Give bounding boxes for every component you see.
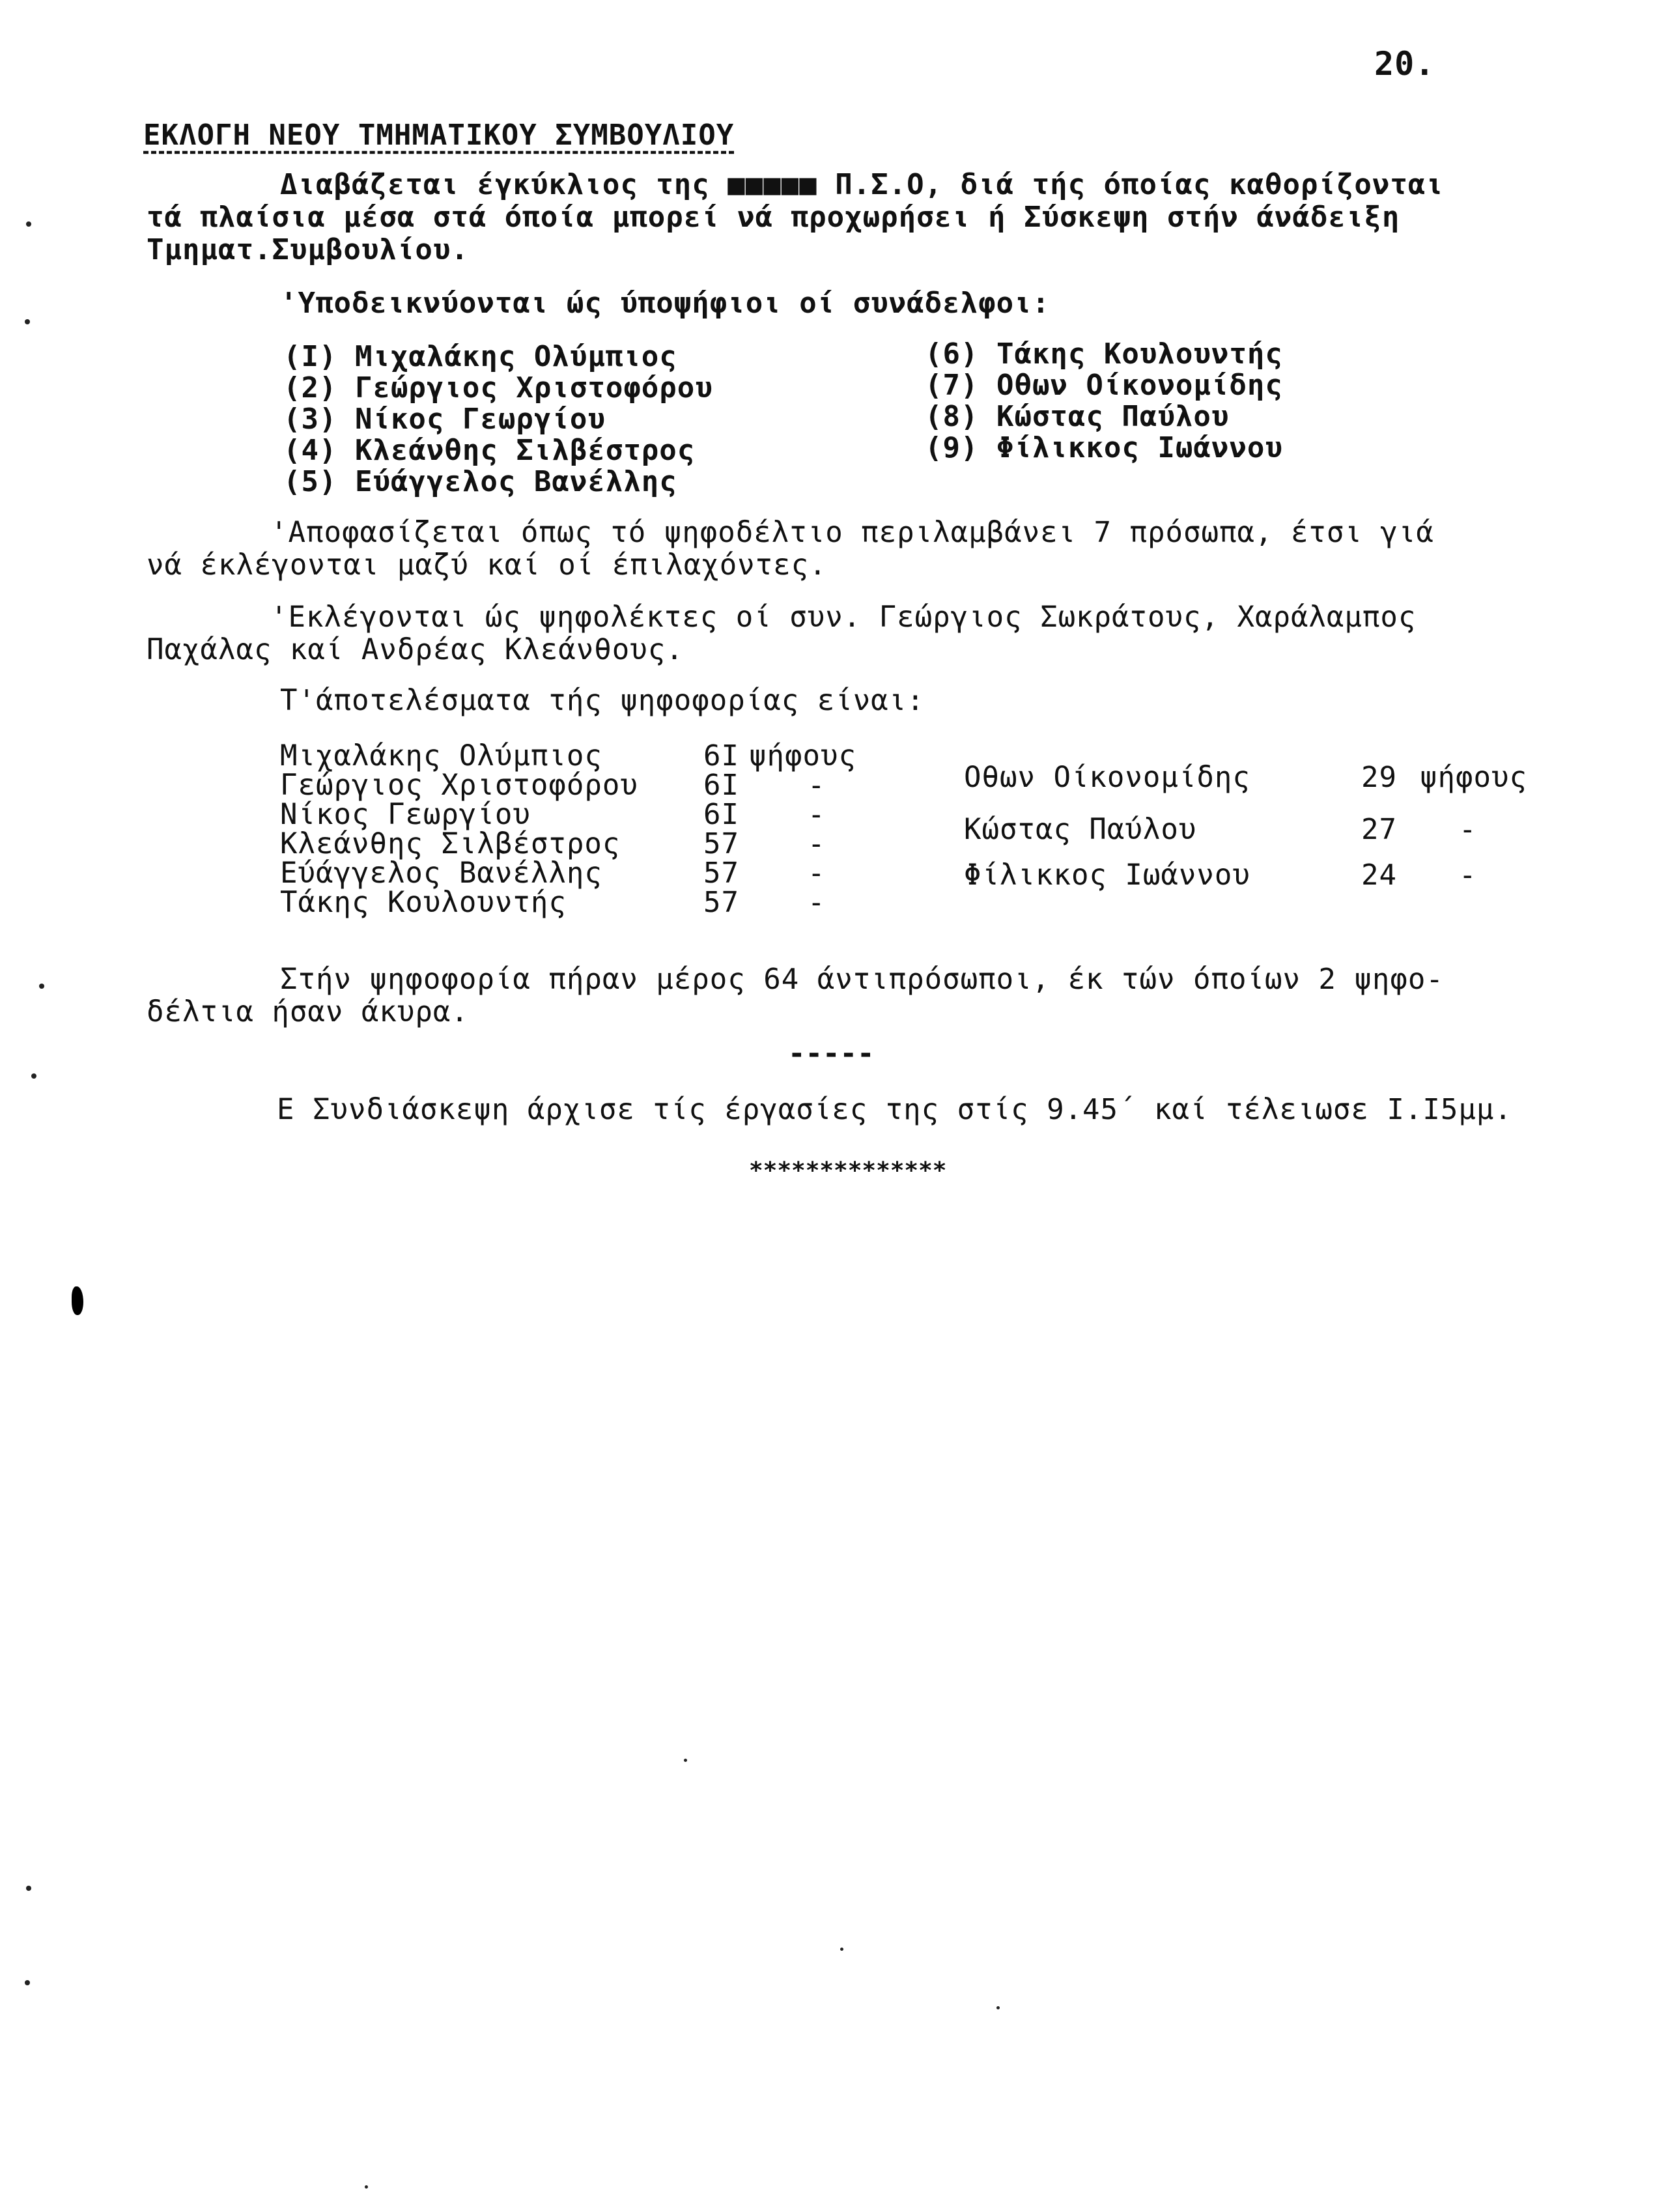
result-name: Νίκος Γεωργίου (280, 798, 531, 831)
result-unit: ψήφους (749, 739, 856, 773)
list-item: (3) Νίκος Γεωργίου (283, 403, 606, 436)
result-name: Γεώργιος Χριστοφόρου (280, 769, 638, 802)
result-unit: - (808, 798, 826, 831)
participation-line-2: δέλτια ήσαν άκυρα. (147, 995, 469, 1028)
result-votes: 27 (1361, 813, 1397, 846)
scan-speck (39, 984, 44, 989)
list-item: (2) Γεώργιος Χριστοφόρου (283, 371, 713, 404)
list-item: (4) Κλεάνθης Σιλβέστρος (283, 434, 696, 467)
scan-speck (684, 1759, 687, 1762)
result-unit: - (808, 886, 826, 919)
result-name: Εύάγγελος Βανέλλης (280, 857, 602, 890)
intro-line-1: Διαβάζεται έγκύκλιος της ■■■■■ Π.Σ.Ο, διά τής όποίας καθορίζονται (280, 168, 1444, 201)
result-name: Κλεάνθης Σιλβέστρος (280, 827, 621, 860)
result-votes: 29 (1361, 761, 1397, 794)
result-votes: 6I (703, 739, 739, 773)
scan-speck (365, 2185, 368, 2189)
result-unit: ψήφους (1420, 761, 1527, 794)
result-unit: - (1459, 813, 1477, 846)
tellers-line-2: Παχάλας καί Ανδρέας Κλεάνθους. (147, 633, 684, 666)
result-name: Τάκης Κουλουντής (280, 886, 567, 919)
scan-blot (72, 1286, 83, 1315)
result-votes: 24 (1361, 858, 1397, 892)
result-unit: - (808, 857, 826, 890)
scan-speck (25, 1980, 30, 1985)
result-unit: - (1459, 858, 1477, 892)
result-votes: 6I (703, 798, 739, 831)
result-unit: - (808, 769, 826, 802)
result-name: Κώστας Παύλου (964, 813, 1197, 846)
list-item: (I) Μιχαλάκης Ολύμπιος (283, 340, 677, 373)
result-name: Οθων Οίκονομίδης (964, 761, 1250, 794)
scan-speck (26, 1886, 31, 1891)
page-number: 20. (1374, 45, 1435, 83)
separator-long: ************** (749, 1157, 947, 1184)
intro-line-3: Τμηματ.Συμβουλίου. (147, 233, 469, 266)
result-votes: 57 (703, 886, 739, 919)
list-item: (5) Εύάγγελος Βανέλλης (283, 465, 677, 498)
decision-line-1: 'Αποφασίζεται όπως τό ψηφοδέλτιο περιλαμβάνει 7 πρόσωπα, έτσι γιά (270, 516, 1434, 549)
section-heading: ΕΚΛΟΓΗ ΝΕΟΥ ΤΜΗΜΑΤΙΚΟΥ ΣΥΜΒΟΥΛΙΟΥ (143, 119, 735, 152)
result-votes: 57 (703, 857, 739, 890)
result-unit: - (808, 827, 826, 860)
participation-line-1: Στήν ψηφοφορία πήραν μέρος 64 άντιπρόσωποι, έκ τών όποίων 2 ψηφο- (280, 963, 1444, 996)
result-votes: 57 (703, 827, 739, 860)
list-item: (8) Κώστας Παύλου (925, 400, 1230, 433)
scan-speck (25, 319, 30, 324)
decision-line-2: νά έκλέγονται μαζύ καί οί έπιλαχόντες. (147, 548, 827, 582)
intro-line-2: τά πλαίσια μέσα στά όποία μπορεί νά προχωρήσει ή Σύσκεψη στήν άνάδειξη (147, 201, 1400, 234)
scan-speck (840, 1948, 843, 1951)
list-item: (6) Τάκης Κουλουντής (925, 337, 1283, 371)
list-item: (7) Οθων Οίκονομίδης (925, 369, 1283, 402)
proposed-intro: 'Υποδεικνύονται ώς ύποψήφιοι οί συνάδελφοι: (280, 287, 1051, 320)
list-item: (9) Φίλικκος Ιωάννου (925, 431, 1283, 464)
results-intro: Τ'άποτελέσματα τής ψηφοφορίας είναι: (280, 684, 925, 717)
scan-speck (26, 221, 31, 227)
scan-speck (31, 1073, 36, 1079)
separator-short: ----- (788, 1037, 875, 1070)
result-votes: 6I (703, 769, 739, 802)
scan-speck (996, 2006, 1000, 2009)
tellers-line-1: 'Εκλέγονται ώς ψηφολέκτες οί συν. Γεώργιος Σωκράτους, Χαράλαμπος (270, 601, 1417, 634)
result-name: Μιχαλάκης Ολύμπιος (280, 739, 602, 773)
closing-line: Ε Συνδιάσκεψη άρχισε τίς έργασίες της στίς 9.45΄ καί τέλειωσε I.I5μμ. (277, 1093, 1512, 1126)
result-name: Φίλικκος Ιωάννου (964, 858, 1250, 892)
